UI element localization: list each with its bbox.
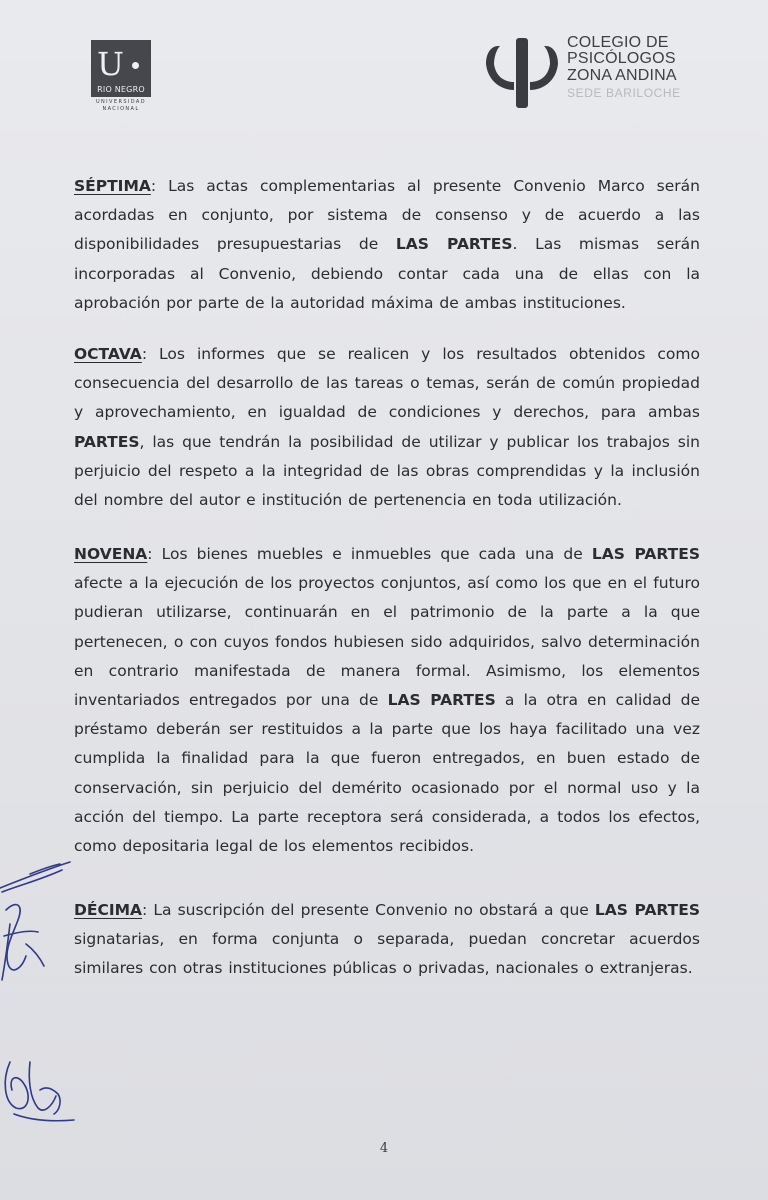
clause-decima: [74, 896, 700, 984]
college-logo-line3: ZONA ANDINA: [567, 67, 677, 84]
signature-1: [0, 862, 70, 892]
clause-title: OCTAVA: [74, 345, 142, 363]
clause-text: : Los informes que se realicen y los resultados obtenidos como consecuencia del desarrollo de las tareas o temas, serán de común propiedad y aprovechamiento, en igualdad de condiciones y derechos, para ambas: [74, 345, 700, 422]
clause-text: : Los bienes muebles e inmuebles que cada una de: [147, 545, 592, 563]
university-logo-line1: RIO NEGRO: [97, 85, 145, 94]
clause-title: NOVENA: [74, 545, 148, 563]
college-logo: [484, 34, 684, 114]
university-logo-letter: U: [97, 45, 124, 83]
college-logo-line4: SEDE BARILOCHE: [567, 86, 681, 100]
clause-text: a la otra en calidad de préstamo deberán ser restituidos a la parte que los haya facilitado una vez cumplida la finalidad para la que fueron entregados, en buen estado de conservación, sin perjuicio del demérito ocasionado por el normal uso y la acción del tiempo. La parte receptora será considerada, a todos los efectos, como depositaria legal de los elementos recibidos.: [74, 691, 700, 856]
clause-text: . Las mismas serán incorporadas al Convenio, debiendo contar cada una de ellas con la aprobación por parte de la autoridad máxima de ambas instituciones.: [74, 235, 700, 312]
clause-title: SÉPTIMA: [74, 177, 151, 195]
university-logo-mark: [91, 40, 151, 97]
clause-octava: [74, 340, 700, 515]
university-logo-line2: UNIVERSIDAD: [95, 99, 146, 105]
bold-term: LAS PARTES: [387, 691, 496, 710]
clause-text: signatarias, en forma conjunta o separada, puedan concretar acuerdos similares con otras instituciones públicas o privadas, nacionales o extranjeras.: [74, 930, 700, 978]
clause-text: , las que tendrán la posibilidad de utilizar y publicar los trabajos sin perjuicio del respeto a la integridad de las obras comprendidas y la inclusión del nombre del autor e institución de pertenencia en toda utilización.: [74, 432, 700, 510]
university-logo: [91, 40, 151, 113]
clause-text: : Las actas complementarias al presente Convenio Marco serán acordadas en conjunto, por sistema de consenso y de acuerdo a las disponibilidades presupuestarias de: [74, 177, 700, 254]
clause-text: : La suscripción del presente Convenio no obstará a que: [142, 901, 595, 919]
bold-term: LAS PARTES: [591, 545, 700, 563]
psi-emblem-icon: [484, 34, 560, 110]
signature-2: [2, 905, 44, 980]
clause-title: DÉCIMA: [74, 901, 143, 919]
clause-septima: [74, 172, 700, 318]
clause-text: afecte a la ejecución de los proyectos conjuntos, así como los que en el futuro pudieran utilizarse, continuarán en el patrimonio de la parte a la que pertenecen, o con cuyos fondos hubiesen sido adquiridos, salvo determinación en contrario manifestada de manera formal. Asimismo, los elementos inventariados entregados por una de: [74, 574, 700, 710]
bold-term: PARTES: [74, 432, 140, 451]
university-logo-line3: NACIONAL: [102, 106, 140, 112]
signature-3: [5, 1062, 74, 1121]
college-logo-line1: COLEGIO DE: [567, 34, 669, 51]
page-number: 4: [379, 1141, 389, 1156]
clause-novena: [74, 540, 700, 861]
college-logo-line2: PSICÓLOGOS: [567, 50, 676, 67]
bold-term: LAS PARTES: [594, 901, 700, 919]
margin-signatures: [0, 840, 90, 1140]
bold-term: LAS PARTES: [395, 235, 513, 254]
